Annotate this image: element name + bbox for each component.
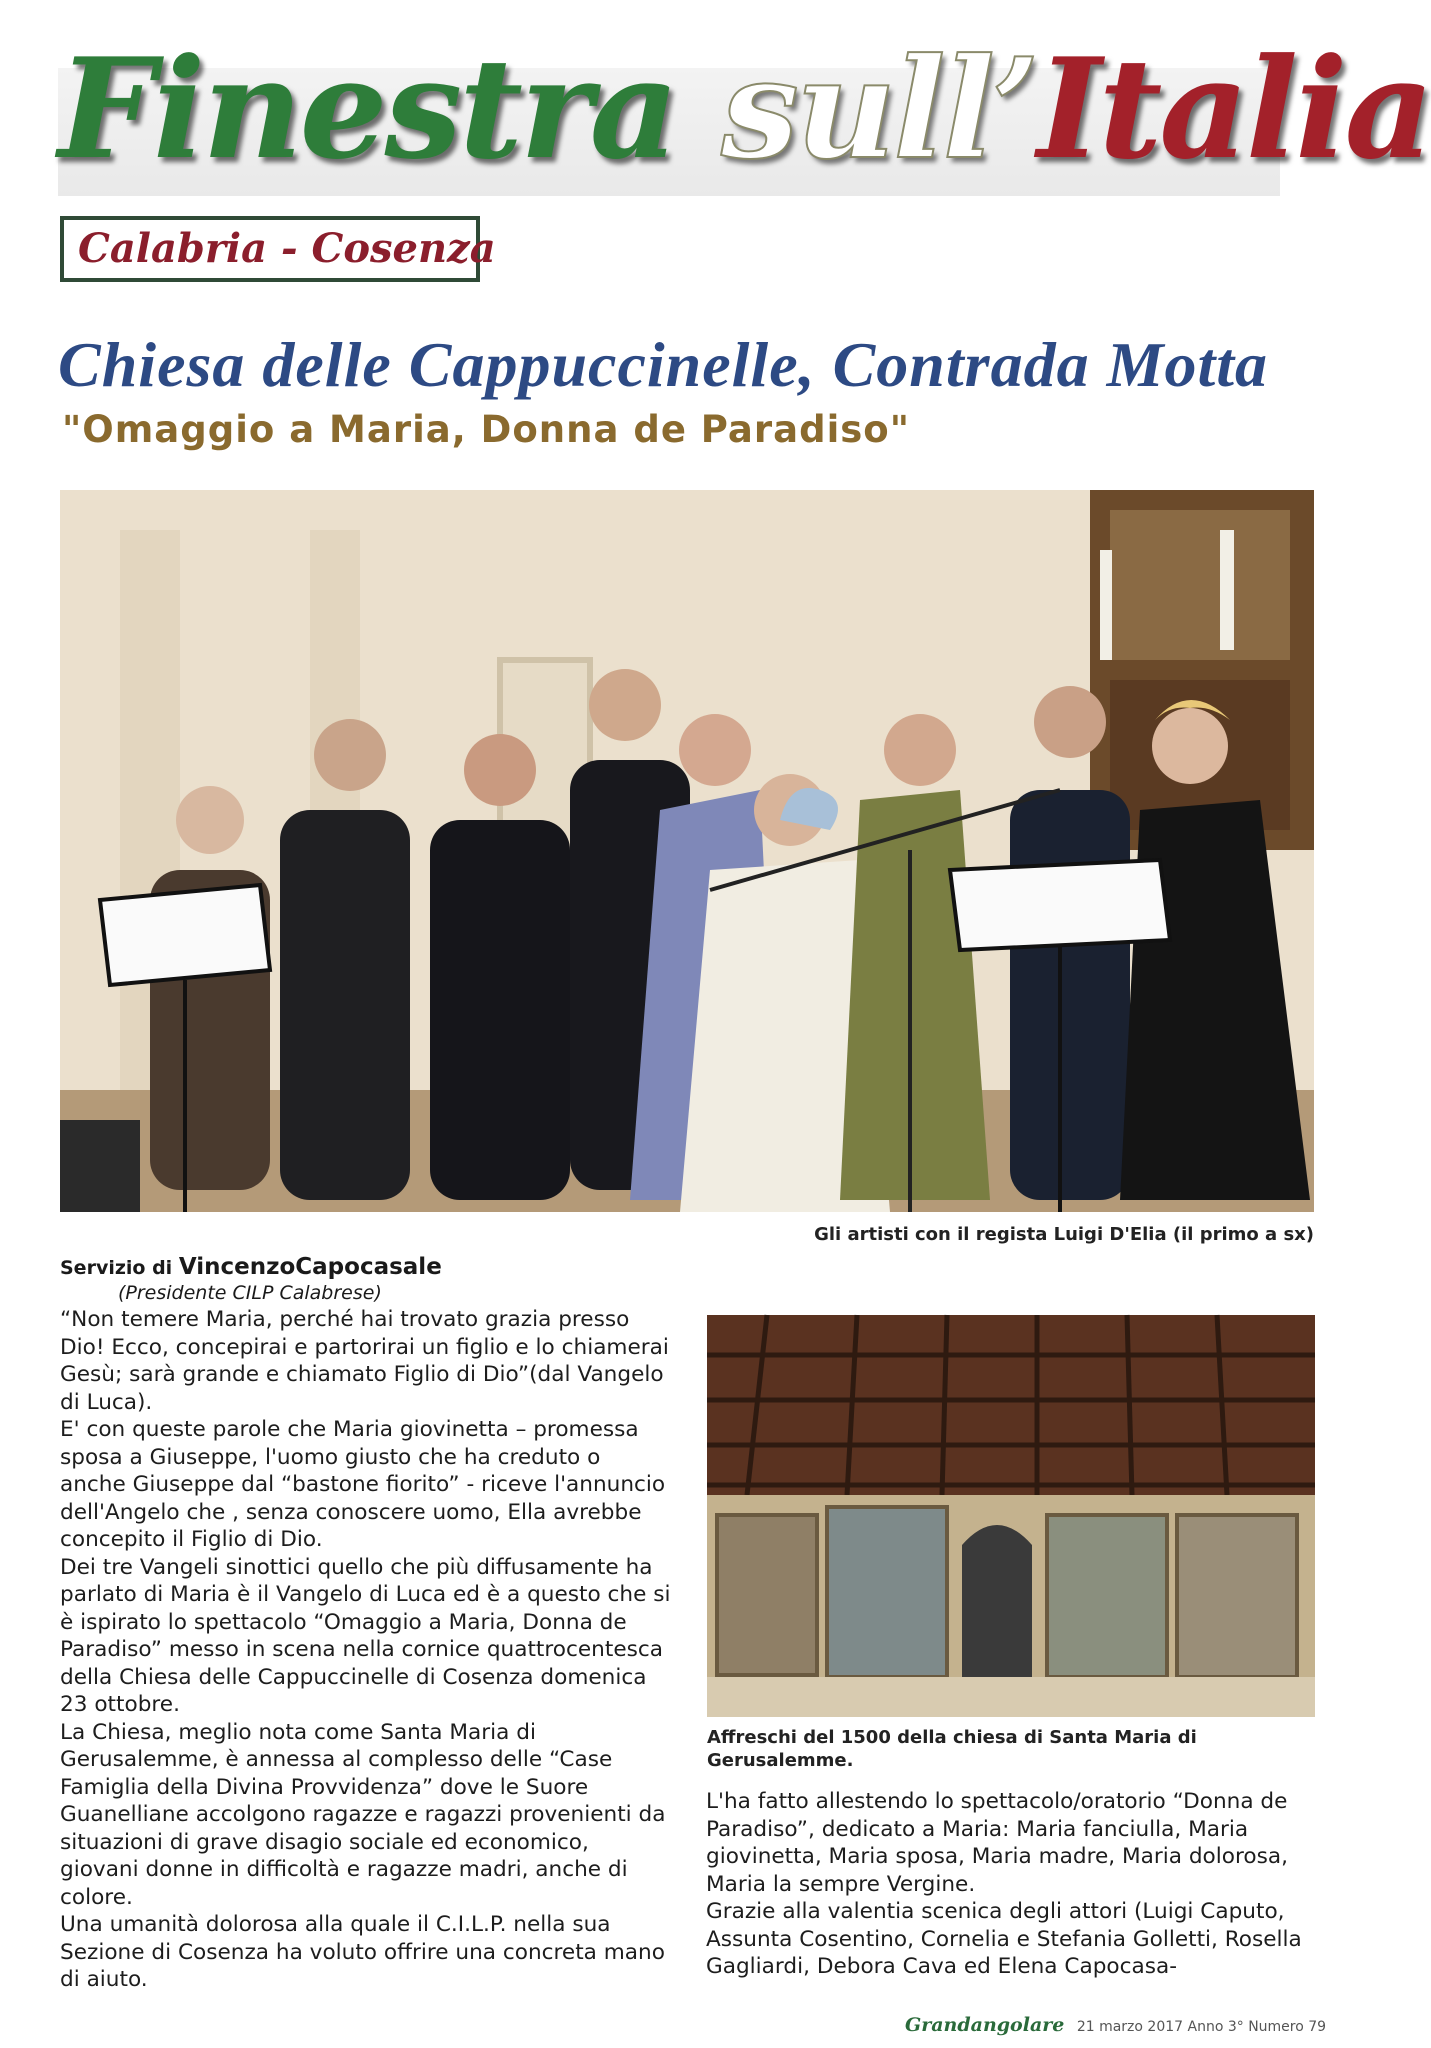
ceiling-photo-caption: Affreschi del 1500 della chiesa di Santa Maria di Gerusalemme. bbox=[707, 1727, 1197, 1771]
main-photo bbox=[60, 490, 1314, 1212]
masthead-word-finestra: Finestra bbox=[58, 27, 677, 190]
footer-issue: 21 marzo 2017 Anno 3° Numero 79 bbox=[1076, 2019, 1327, 2035]
byline-author: VincenzoCapocasale bbox=[178, 1254, 442, 1280]
main-photo-caption: Gli artisti con il regista Luigi D'Elia (il primo a sx) bbox=[814, 1224, 1314, 1245]
byline-role: (Presidente CILP Calabrese) bbox=[118, 1282, 382, 1304]
paragraph: “Non temere Maria, perché hai trovato grazia presso Dio! Ecco, concepirai e partorirai un figlio e lo chiamerai Gesù; sarà grande e chiamato Figlio di Dio”(dal Vangelo di Luca). bbox=[60, 1307, 669, 1415]
paragraph: La Chiesa, meglio nota come Santa Maria di Gerusalemme, è annessa al complesso delle “Case Famiglia della Divina Provvidenza” dove le Suore Guanelliane accolgono ragazze e ragazzi provenienti da situazioni di grave disagio sociale ed economico, giovani donne in difficoltà e ragazze madri, anche di colore. bbox=[60, 1719, 666, 1910]
masthead-title bbox=[58, 27, 1431, 190]
footer-brand: Grandangolare bbox=[905, 2014, 1065, 2036]
ceiling-fresco-photo bbox=[707, 1315, 1315, 1717]
paragraph: Una umanità dolorosa alla quale il C.I.L.P. nella sua Sezione di Cosenza ha voluto offrire una concreta mano di aiuto. bbox=[60, 1912, 665, 1992]
article-headline: Chiesa delle Cappuccinelle, Contrada Motta bbox=[58, 329, 1269, 400]
paragraph: Dei tre Vangeli sinottici quello che più diffusamente ha parlato di Maria è il Vangelo di Luca ed è a questo che si è ispirato lo spettacolo “Omaggio a Maria, Donna de Paradiso” messo in scena nella cornice quattrocentesca della Chiesa delle Cappuccinelle di Cosenza domenica 23 ottobre. bbox=[60, 1554, 671, 1717]
masthead-word-italia: Italia bbox=[1037, 27, 1431, 190]
byline bbox=[60, 1254, 442, 1280]
article-subheadline: "Omaggio a Maria, Donna de Paradiso" bbox=[62, 408, 910, 451]
paragraph: Grazie alla valentia scenica degli attori (Luigi Caputo, Assunta Cosentino, Cornelia e Stefania Golletti, Rosella Gagliardi, Debora Cava ed Elena Capocasa- bbox=[706, 1899, 1302, 1979]
page-footer bbox=[905, 2014, 1326, 2036]
article-column-left bbox=[60, 1306, 672, 1994]
article-column-right bbox=[706, 1788, 1316, 1981]
byline-prefix: Servizio di bbox=[60, 1257, 173, 1279]
paragraph: L'ha fatto allestendo lo spettacolo/oratorio “Donna de Paradiso”, dedicato a Maria: Maria fanciulla, Maria giovinetta, Maria sposa, Maria madre, Maria dolorosa, Maria la sempre Vergine. bbox=[706, 1789, 1288, 1897]
region-label: Calabria - Cosenza bbox=[60, 216, 480, 282]
masthead-word-sull: sull’ bbox=[721, 27, 1038, 190]
paragraph: E' con queste parole che Maria giovinetta – promessa sposa a Giuseppe, l'uomo giusto che ha creduto o anche Giuseppe dal “bastone fiorito” - riceve l'annuncio dell'Angelo che , senza conoscere uomo, Ella avrebbe concepito il Figlio di Dio. bbox=[60, 1417, 666, 1552]
